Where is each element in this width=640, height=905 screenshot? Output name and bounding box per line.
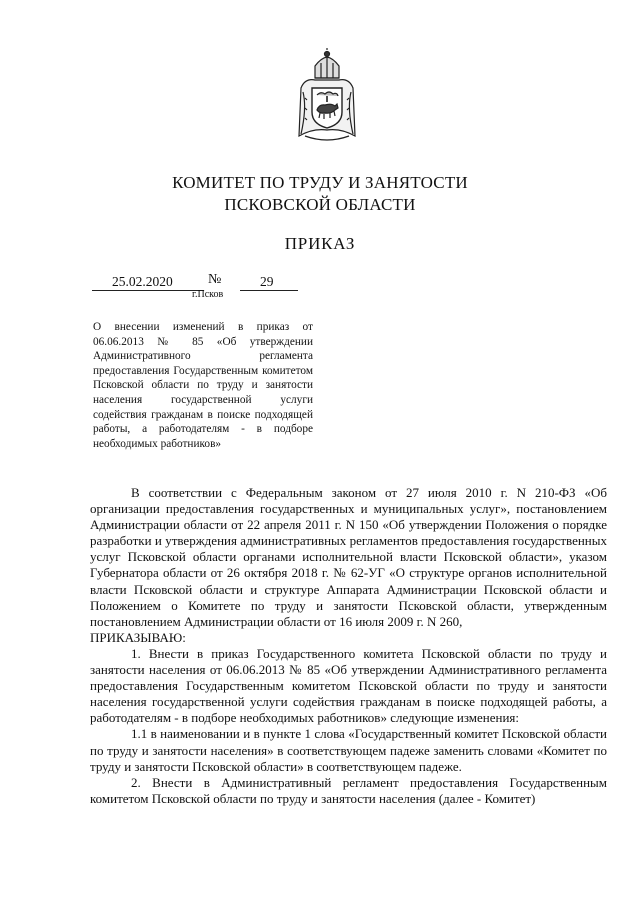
order-city: г.Псков [192,289,224,300]
body-paragraph-item1-1: 1.1 в наименовании и в пункте 1 слова «Государственный комитет Псковской области по труду и занятости населения» в соответствующем падеже заменить словами «Комитет по труду и занятости Псковской области» в соответствующем падеже. [90,726,607,774]
order-subject: О внесении изменений в приказ от 06.06.2013 № 85 «Об утверждении Административного регламента предоставления Государственным комитетом Псковской области по труду и занятости населения государственной услуги содействия гражданам в поиске подходящей работы, а работодателям - в подборе необходимых работников» [93,321,313,450]
body-paragraph-preamble: В соответствии с Федеральным законом от 27 июля 2010 г. N 210-ФЗ «Об организации предоставления государственных и муниципальных услуг», постановлением Администрации области от 22 апреля 2011 г. N 150 «Об утверждении Положения о порядке разработки и утверждения административных регламентов предоставления государственных услуг Псковской области органами исполнительной власти Псковской области», указом Губернатора области от 26 октября 2018 г. № 62-УГ «О структуре органов исполнительной власти Псковской области и структуре Аппарата Администрации Псковской области и Положением о Комитете по труду и занятости Псковской области, утвержденным постановлением Администрации области от 16 июля 2009 г. N 260, [90,485,607,629]
document-title: ПРИКАЗ [284,234,356,253]
order-number: 29 [260,274,274,289]
order-date: 25.02.2020 [112,274,173,289]
organization-name-line2: ПСКОВСКОЙ ОБЛАСТИ [224,195,416,214]
organization-name-line1: КОМИТЕТ ПО ТРУДУ И ЗАНЯТОСТИ [172,173,468,192]
body-paragraph-item2: 2. Внести в Административный регламент предоставления Государственным комитетом Псковской области по труду и занятости населения (далее - Комитет) [90,774,607,806]
number-underline [240,290,298,291]
date-underline [92,290,204,291]
body-paragraph-item1: 1. Внести в приказ Государственного комитета Псковской области по труду и занятости населения от 06.06.2013 № 85 «Об утверждении Административного регламента предоставления Государственным комитетом Псковской области по труду и занятости населения государственной услуги содействия гражданам в поиске подходящей работы, а работодателям - в подборе необходимых работников» следующие изменения: [90,645,607,726]
body-paragraph-order: ПРИКАЗЫВАЮ: [90,629,186,645]
order-number-label: № [208,272,222,287]
order-body [90,485,607,807]
coat-of-arms-icon [295,48,359,146]
